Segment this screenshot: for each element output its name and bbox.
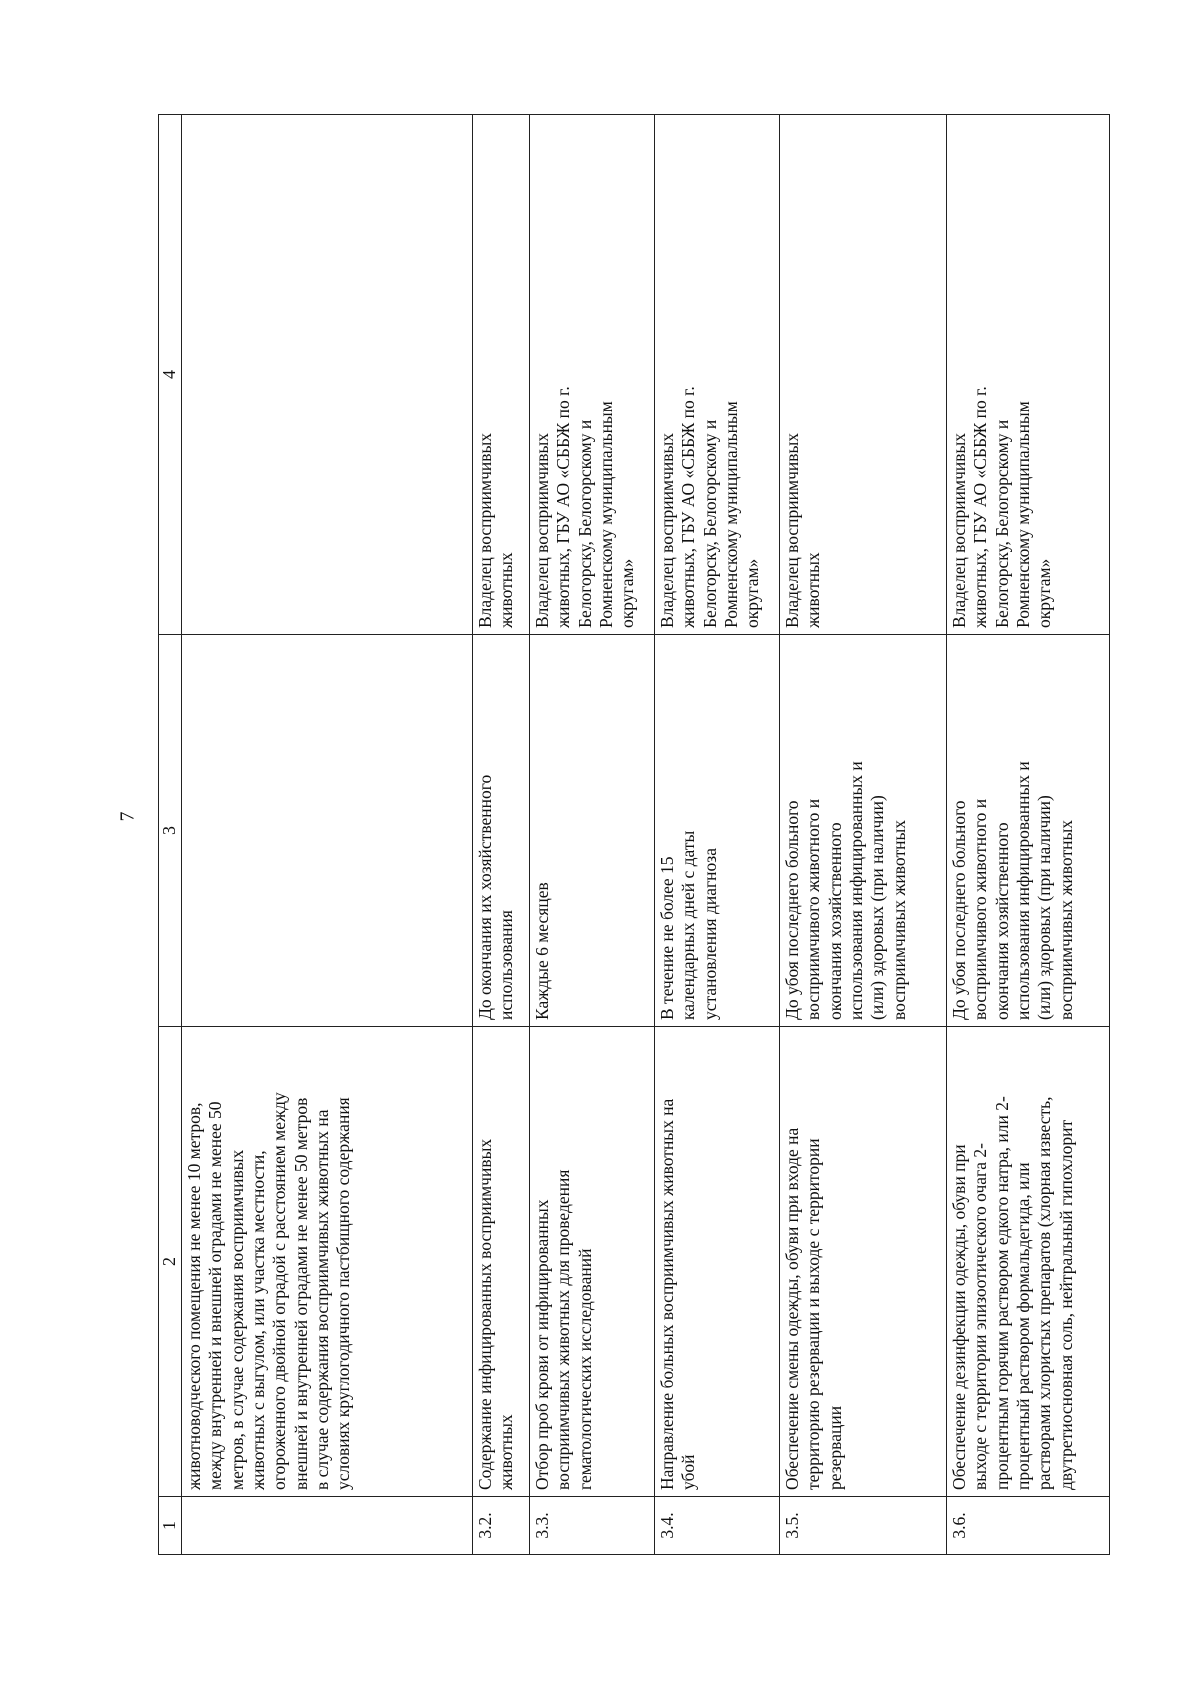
table-row <box>779 115 946 1555</box>
cell-measure-line: Содержание инфицированных восприимчивых <box>474 1138 495 1490</box>
cell-responsible <box>181 115 472 635</box>
cell-number: 3.6. <box>946 1497 1109 1555</box>
cell-responsible-line: Владелец восприимчивых <box>781 432 802 628</box>
cell-responsible-line: Владелец восприимчивых <box>531 432 552 628</box>
cell-measure-line: животных с выгулом, или участка местности, <box>247 1150 268 1490</box>
cell-measure-line: между внутренней и внешней оградами не менее 50 <box>205 1101 226 1490</box>
cell-measure <box>654 1027 779 1497</box>
cell-responsible-line: Владелец восприимчивых <box>474 432 495 628</box>
cell-measure-line: процентный раствором формальдегида, или <box>1012 1162 1033 1490</box>
cell-term-line: использования инфицированных и <box>1012 761 1033 1020</box>
cell-responsible-line: округам» <box>1034 558 1055 628</box>
table-row <box>472 115 529 1555</box>
cell-term <box>529 635 654 1027</box>
cell-measure <box>181 1027 472 1497</box>
cell-measure-line: Обеспечение дезинфекции одежды, обуви при <box>948 1144 969 1490</box>
cell-responsible-line: животных <box>803 552 824 628</box>
cell-measure-line: Направление больных восприимчивых животных на <box>656 1098 677 1490</box>
cell-term-line: восприимчивых животных <box>888 820 909 1020</box>
cell-term-line: восприимчивого животного и <box>970 798 991 1020</box>
cell-term-line: Каждые 6 месяцев <box>531 882 552 1020</box>
cell-measure-line: восприимчивых животных для проведения <box>553 1169 574 1490</box>
cell-measure <box>472 1027 529 1497</box>
table-row <box>946 115 1109 1555</box>
cell-term-line: (или) здоровых (при наличии) <box>867 795 888 1020</box>
cell-responsible <box>654 115 779 635</box>
cell-term-line: установления диагноза <box>699 848 720 1020</box>
cell-term <box>946 635 1109 1027</box>
cell-number: 3.2. <box>472 1497 529 1555</box>
cell-measure-line: Отбор проб крови от инфицированных <box>531 1199 552 1490</box>
cell-measure-line: Обеспечение смены одежды, обуви при входе на <box>781 1127 802 1490</box>
rotated-table-wrapper <box>158 114 1110 1555</box>
header-col-2: 2 <box>159 1027 182 1497</box>
cell-measure-line: территорию резервации и выходе с территории <box>803 1138 824 1490</box>
table-body <box>181 115 1109 1555</box>
cell-measure-line: двутретиосновная соль, нейтральный гипохлорит <box>1055 1119 1076 1490</box>
cell-responsible-line: Ромненскому муниципальным <box>720 401 741 628</box>
cell-responsible <box>779 115 946 635</box>
cell-term-line: использования <box>496 910 517 1020</box>
cell-term-line: До убоя последнего больного <box>781 800 802 1020</box>
cell-measure-line: резервации <box>824 1405 845 1490</box>
header-col-1: 1 <box>159 1497 182 1555</box>
cell-responsible-line: Белогорску, Белогорскому и <box>991 419 1012 628</box>
table-row <box>529 115 654 1555</box>
cell-term-line: До окончания их хозяйственного <box>474 774 495 1020</box>
table-header-row <box>159 115 182 1555</box>
cell-measure <box>946 1027 1109 1497</box>
cell-term-line: В течение не более 15 <box>656 856 677 1020</box>
cell-measure-line: выходе с территории эпизоотического очага 2- <box>970 1143 991 1490</box>
table-row <box>181 115 472 1555</box>
cell-responsible-line: животных, ГБУ АО «СББЖ по г. <box>970 386 991 628</box>
cell-measure <box>529 1027 654 1497</box>
cell-measure-line: животных <box>496 1414 517 1490</box>
table-row <box>654 115 779 1555</box>
cell-measure-line: условиях круглогодичного пастбищного содержания <box>333 1097 354 1490</box>
cell-responsible-line: округам» <box>742 558 763 628</box>
cell-term <box>472 635 529 1027</box>
cell-term <box>181 635 472 1027</box>
cell-responsible-line: Белогорску, Белогорскому и <box>699 419 720 628</box>
cell-responsible <box>946 115 1109 635</box>
cell-measure-line: огороженного двойной оградой с расстоянием между <box>269 1092 290 1490</box>
cell-responsible-line: животных, ГБУ АО «СББЖ по г. <box>553 386 574 628</box>
cell-responsible-line: Ромненскому муниципальным <box>595 401 616 628</box>
page-number: 7 <box>116 811 139 822</box>
header-col-3: 3 <box>159 635 182 1027</box>
cell-measure-line: процентным горячим раствором едкого натра, или 2- <box>991 1096 1012 1490</box>
cell-responsible-line: Ромненскому муниципальным <box>1012 401 1033 628</box>
cell-measure-line: растворами хлористых препаратов (хлорная известь, <box>1034 1096 1055 1490</box>
cell-measure <box>779 1027 946 1497</box>
measures-table <box>158 114 1110 1555</box>
cell-responsible-line: животных, ГБУ АО «СББЖ по г. <box>678 386 699 628</box>
cell-responsible-line: Владелец восприимчивых <box>948 432 969 628</box>
cell-term-line: До убоя последнего больного <box>948 800 969 1020</box>
cell-responsible-line: животных <box>496 552 517 628</box>
cell-term <box>654 635 779 1027</box>
cell-term-line: (или) здоровых (при наличии) <box>1034 795 1055 1020</box>
header-col-4: 4 <box>159 115 182 635</box>
cell-measure-line: в случае содержания восприимчивых животных на <box>312 1109 333 1490</box>
cell-number: 3.4. <box>654 1497 779 1555</box>
cell-measure-line: гематологических исследований <box>574 1248 595 1490</box>
cell-term-line: окончания хозяйственного <box>824 822 845 1020</box>
cell-responsible-line: Белогорску, Белогорскому и <box>574 419 595 628</box>
cell-term-line: восприимчивых животных <box>1055 820 1076 1020</box>
cell-responsible-line: округам» <box>617 558 638 628</box>
cell-term-line: календарных дней с даты <box>678 830 699 1020</box>
cell-measure-line: убой <box>678 1454 699 1490</box>
cell-number: 3.5. <box>779 1497 946 1555</box>
cell-responsible <box>472 115 529 635</box>
cell-number: 3.3. <box>529 1497 654 1555</box>
cell-term-line: восприимчивого животного и <box>803 798 824 1020</box>
cell-measure-line: внешней и внутренней оградами не менее 50 метров <box>290 1097 311 1490</box>
cell-term-line: использования инфицированных и <box>845 761 866 1020</box>
cell-responsible-line: Владелец восприимчивых <box>656 432 677 628</box>
cell-responsible <box>529 115 654 635</box>
cell-measure-line: животноводческого помещения не менее 10 метров, <box>183 1102 204 1490</box>
cell-measure-line: метров, в случае содержания восприимчивых <box>226 1149 247 1490</box>
cell-term-line: окончания хозяйственного <box>991 822 1012 1020</box>
cell-term <box>779 635 946 1027</box>
cell-number <box>181 1497 472 1555</box>
